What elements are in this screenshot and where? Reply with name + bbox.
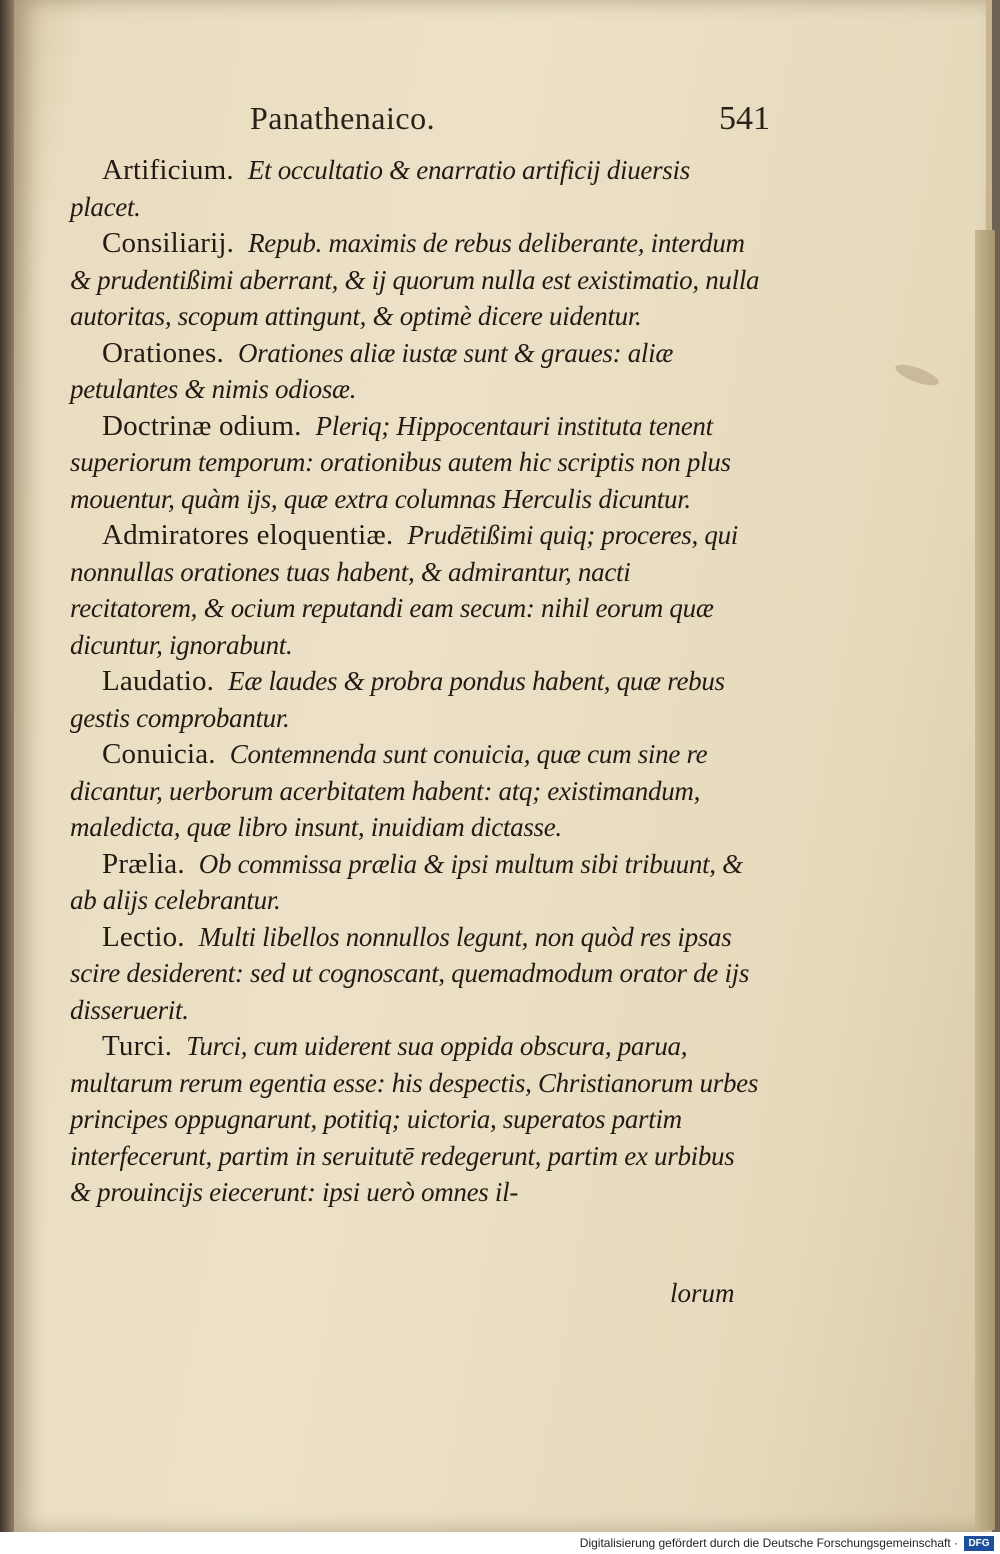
entry-text: Repub. maximis de rebus deliberante, interdum & prudentißimi aberrant, & ij quorum nulla est existimatio, nulla autoritas, scopum attingunt, & optimè dicere uidentur.	[70, 228, 760, 331]
entry-artificium	[70, 152, 760, 225]
catchword: lorum	[670, 1278, 735, 1308]
entry-orationes	[70, 335, 760, 408]
footer-credit: Digitalisierung gefördert durch die Deutsche Forschungsgemeinschaft ·	[579, 1536, 958, 1550]
footer-bar	[0, 1532, 1000, 1554]
entry-lectio	[70, 919, 760, 1029]
entry-text: Multi libellos nonnullos legunt, non quòd res ipsas scire desiderent: sed ut cognoscant, quemadmodum orator de ijs disseruerit.	[70, 921, 750, 1025]
entry-admiratores	[70, 517, 760, 663]
entry-heading: Consiliarij.	[102, 227, 235, 259]
entry-praelia	[70, 846, 760, 919]
page-header	[250, 100, 770, 152]
entry-text: Ob commissa prælia & ipsi multum sibi tribuunt, & ab alijs celebrantur.	[70, 848, 743, 915]
running-title: Panathenaico.	[250, 100, 436, 136]
entry-conuicia	[70, 736, 760, 846]
entry-heading: Lectio.	[102, 920, 185, 953]
entry-text: Orationes aliæ iustæ sunt & graues: aliæ petulantes & nimis odiosæ.	[70, 337, 674, 404]
entry-heading: Orationes.	[102, 336, 224, 369]
page-stain	[893, 361, 941, 390]
entry-heading: Conuicia.	[102, 738, 216, 770]
entry-text: Pleriq; Hippocentauri instituta tenent superiorum temporum: orationibus autem hic scriptis non plus mouentur, quàm ijs, quæ extra columnas Herculis dicuntur.	[70, 410, 731, 514]
entry-text: Et occultatio & enarratio artificij diuersis placet.	[70, 155, 690, 222]
entry-heading: Laudatio.	[102, 665, 215, 697]
entry-doctrinae-odium	[70, 408, 760, 518]
page-number: 541	[719, 100, 770, 137]
entry-consiliarij	[70, 225, 760, 335]
entry-heading: Prælia.	[102, 847, 185, 880]
entry-text: Prudētißimi quiq; proceres, qui nonnullas orationes tuas habent, & admirantur, nacti recitatorem, & ocium reputandi eam secum: nihil eorum quæ dicuntur, ignorabunt.	[70, 520, 738, 660]
entry-heading: Turci.	[102, 1030, 173, 1062]
dfg-logo-icon: DFG	[964, 1536, 994, 1551]
text-block	[70, 152, 760, 1211]
page-edge	[975, 230, 995, 1530]
entry-text: Turci, cum uiderent sua oppida obscura, parua, multarum rerum egentia esse: his despectis, Christianorum urbes principes oppugnarunt, potitiq; uictoria, superatos partim interfecerunt, partim in seruitutē redegerunt, partim ex urbibus & prouincijs eiecerunt: ipsi uerò omnes il-	[70, 1031, 759, 1207]
entry-heading: Admiratores eloquentiæ.	[102, 519, 394, 551]
entry-heading: Artificium.	[102, 154, 234, 186]
entry-text: Contemnenda sunt conuicia, quæ cum sine re dicantur, uerborum acerbitatem habent: atq; existimandum, maledicta, quæ libro insunt, inuidiam dictasse.	[70, 739, 708, 842]
entry-heading: Doctrinæ odium.	[102, 409, 302, 442]
entry-laudatio	[70, 663, 760, 736]
entry-text: Eæ laudes & probra pondus habent, quæ rebus gestis comprobantur.	[70, 666, 725, 733]
entry-turci	[70, 1028, 760, 1211]
